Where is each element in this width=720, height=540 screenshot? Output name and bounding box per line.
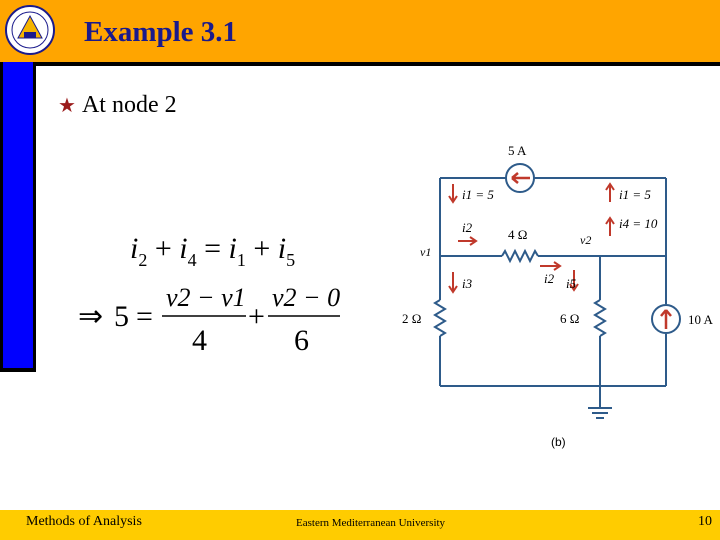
eq1-plus: + xyxy=(154,232,172,265)
bullet-text: At node 2 xyxy=(81,92,177,118)
eq1-sub-1: 1 xyxy=(236,250,246,270)
arrow-i2-top-icon xyxy=(458,237,476,245)
label-i4: i4 = 10 xyxy=(619,216,658,231)
arrow-i3-icon xyxy=(449,272,457,292)
resistor-6-ohm xyxy=(595,300,605,336)
label-2-ohm: 2 Ω xyxy=(402,311,422,326)
arrow-i1-left-icon xyxy=(449,184,457,202)
label-i2-mid: i2 xyxy=(544,271,555,286)
title-divider xyxy=(36,62,720,66)
footer-page-number: 10 xyxy=(698,514,712,529)
eq1-sub-2: 2 xyxy=(138,250,148,270)
node-equation xyxy=(78,282,378,354)
university-logo xyxy=(4,4,56,56)
eq1-equals: = xyxy=(204,232,222,265)
resistor-4-ohm xyxy=(502,251,538,261)
eq2-frac2-denominator: 6 xyxy=(294,324,309,354)
eq2-equals: = xyxy=(136,300,153,333)
label-10a: 10 A xyxy=(688,312,713,327)
eq1-term-i5: i xyxy=(277,232,287,265)
node-v1-label: v1 xyxy=(420,245,432,259)
label-5a: 5 A xyxy=(508,143,527,158)
eq2-frac1-denominator: 4 xyxy=(192,324,207,354)
eq1-sub-4: 4 xyxy=(187,250,197,270)
eq1-sub-5: 5 xyxy=(286,250,296,270)
left-accent-bar xyxy=(0,62,36,372)
label-i1-left: i1 = 5 xyxy=(462,187,494,202)
arrow-i1-right-icon xyxy=(606,184,614,202)
resistor-2-ohm xyxy=(435,300,445,336)
label-i5: i5 xyxy=(566,276,577,291)
label-4-ohm: 4 Ω xyxy=(508,227,528,242)
arrow-i2-mid-icon xyxy=(540,262,560,270)
kcl-equation xyxy=(130,232,295,271)
circuit-diagram xyxy=(398,140,720,460)
eq2-frac1-numerator: v2 − v1 xyxy=(166,283,246,312)
eq1-term-i2: i xyxy=(130,232,139,265)
arrow-i4-icon xyxy=(606,218,614,236)
node-v2-label: v2 xyxy=(580,233,592,247)
eq2-implies: ⇒ xyxy=(78,300,104,333)
circuit-wires xyxy=(440,178,666,418)
eq1-term-i1: i xyxy=(228,232,237,265)
label-6-ohm: 6 Ω xyxy=(560,311,580,326)
eq1-term-i4: i xyxy=(179,232,188,265)
eq1-plus-2: + xyxy=(253,232,271,265)
label-i1-right: i1 = 5 xyxy=(619,187,651,202)
eq2-frac2-numerator: v2 − 0 xyxy=(272,283,341,312)
footer-course-title: Methods of Analysis xyxy=(26,514,142,529)
left-accent-bar-fill xyxy=(3,62,33,368)
bullet-item xyxy=(58,92,177,119)
eq2-plus: + xyxy=(248,300,265,333)
star-bullet-icon: ★ xyxy=(58,95,76,117)
label-i3: i3 xyxy=(462,276,473,291)
label-i2-top: i2 xyxy=(462,220,473,235)
figure-caption: (b) xyxy=(551,435,566,449)
slide-title: Example 3.1 xyxy=(84,16,238,48)
footer-university: Eastern Mediterranean University xyxy=(296,517,446,529)
eq2-lhs: 5 xyxy=(114,300,129,333)
